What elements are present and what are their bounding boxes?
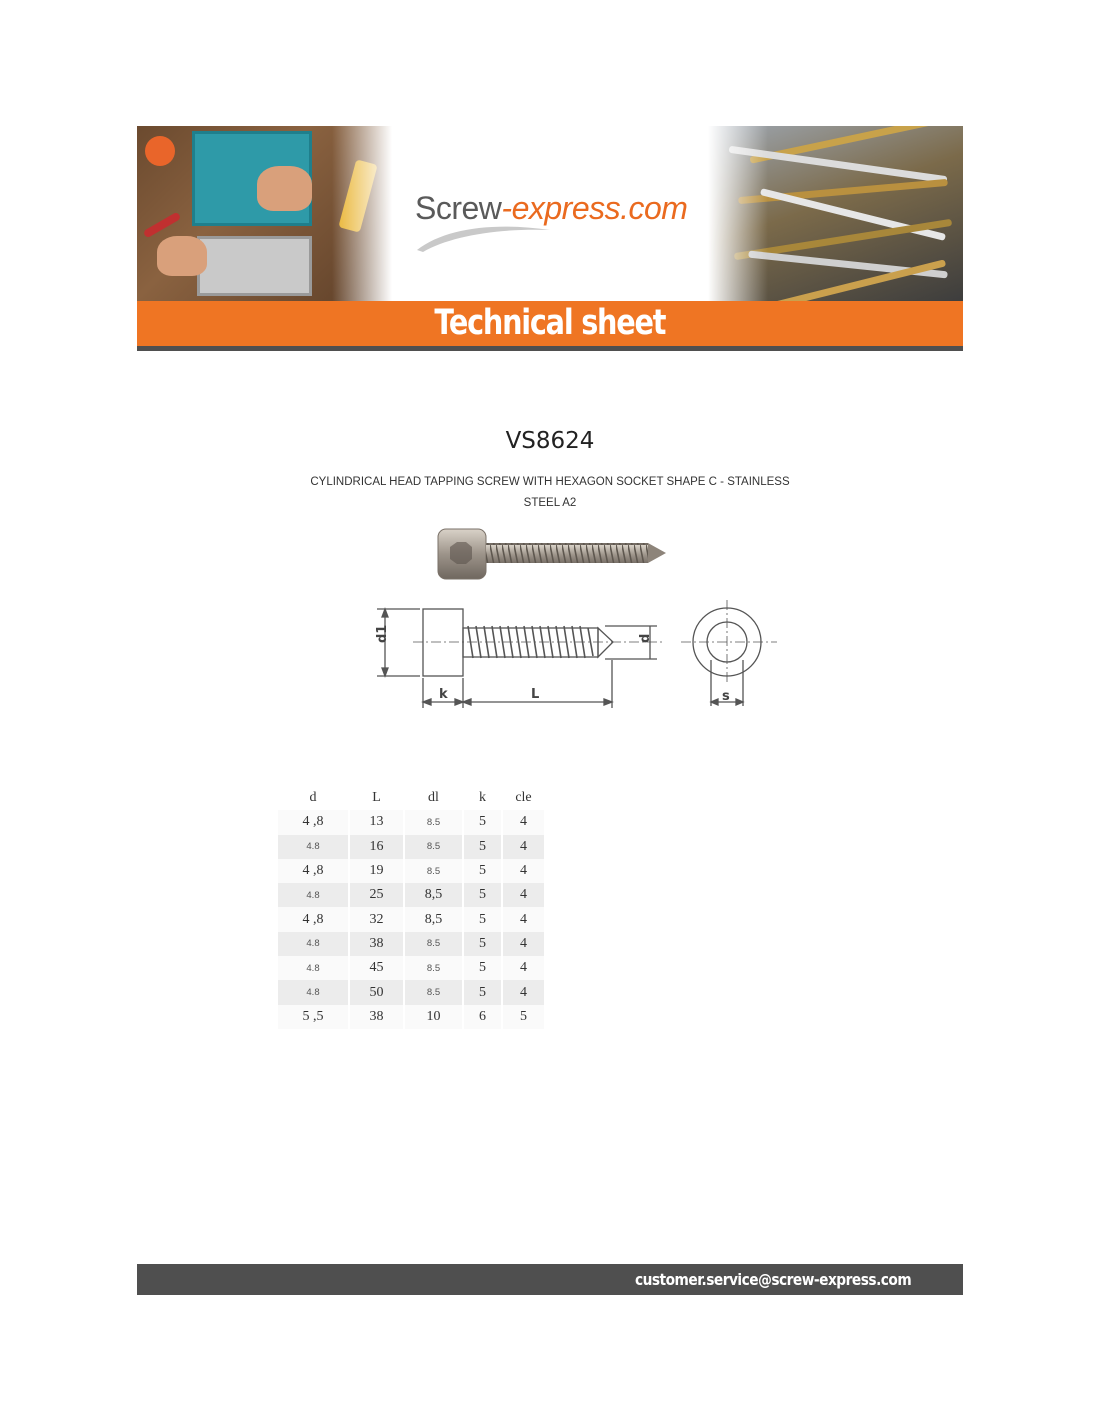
table-row bbox=[278, 883, 545, 907]
cell-k: 5 bbox=[463, 835, 502, 859]
cell-dl: 8.5 bbox=[404, 980, 463, 1004]
cell-L: 45 bbox=[349, 956, 404, 980]
logo-brand: Screw bbox=[415, 190, 502, 226]
banner-divider bbox=[137, 346, 963, 351]
cell-dl: 8.5 bbox=[404, 956, 463, 980]
label-d: d bbox=[638, 633, 653, 643]
cell-dl: 8.5 bbox=[404, 859, 463, 883]
column-header-dl: dl bbox=[404, 786, 463, 810]
cell-d: 4 ,8 bbox=[278, 810, 349, 834]
cell-cle: 4 bbox=[502, 932, 545, 956]
cell-d: 4.8 bbox=[278, 956, 349, 980]
cell-dl: 8.5 bbox=[404, 835, 463, 859]
cell-d: 5 ,5 bbox=[278, 1005, 349, 1029]
drill-icon bbox=[338, 159, 377, 232]
cell-cle: 4 bbox=[502, 956, 545, 980]
table-header-row bbox=[278, 786, 545, 810]
contact-email-link[interactable]: customer.service@screw-express.com bbox=[634, 1270, 911, 1289]
cell-L: 38 bbox=[349, 932, 404, 956]
footer-bar bbox=[137, 1264, 963, 1295]
cell-d: 4 ,8 bbox=[278, 859, 349, 883]
screwdriver-icon bbox=[143, 212, 182, 239]
screw-photo bbox=[430, 525, 670, 585]
product-description: CYLINDRICAL HEAD TAPPING SCREW WITH HEXAGON SOCKET SHAPE C - STAINLESS STEEL A2 bbox=[310, 476, 790, 509]
cell-dl: 8,5 bbox=[404, 883, 463, 907]
hand-shape bbox=[257, 166, 312, 211]
screw-shape bbox=[748, 251, 948, 279]
logo-domain: -express.com bbox=[501, 190, 688, 226]
column-header-d: d bbox=[278, 786, 349, 810]
column-header-cle: cle bbox=[502, 786, 545, 810]
cell-cle: 4 bbox=[502, 980, 545, 1004]
cell-cle: 5 bbox=[502, 1005, 545, 1029]
column-header-L: L bbox=[349, 786, 404, 810]
cell-L: 32 bbox=[349, 907, 404, 931]
cell-cle: 4 bbox=[502, 810, 545, 834]
hand-shape bbox=[157, 236, 207, 276]
cell-d: 4.8 bbox=[278, 980, 349, 1004]
table-row bbox=[278, 835, 545, 859]
cell-cle: 4 bbox=[502, 835, 545, 859]
cell-cle: 4 bbox=[502, 907, 545, 931]
tools-photo bbox=[137, 126, 392, 301]
cell-dl: 10 bbox=[404, 1005, 463, 1029]
cell-k: 5 bbox=[463, 859, 502, 883]
table-row bbox=[278, 1005, 545, 1029]
cell-k: 6 bbox=[463, 1005, 502, 1029]
cell-k: 5 bbox=[463, 956, 502, 980]
cell-k: 5 bbox=[463, 932, 502, 956]
cell-k: 5 bbox=[463, 980, 502, 1004]
cell-L: 25 bbox=[349, 883, 404, 907]
cell-k: 5 bbox=[463, 883, 502, 907]
screw-express-logo[interactable] bbox=[415, 188, 705, 258]
logo-swoosh-icon bbox=[415, 218, 555, 254]
cell-L: 13 bbox=[349, 810, 404, 834]
dimension-table bbox=[278, 786, 546, 1029]
table-row bbox=[278, 980, 545, 1004]
screw-diagram bbox=[365, 598, 785, 713]
table-row bbox=[278, 907, 545, 931]
cell-cle: 4 bbox=[502, 859, 545, 883]
column-header-k: k bbox=[463, 786, 502, 810]
label-s: s bbox=[722, 689, 730, 704]
label-L: L bbox=[531, 687, 540, 702]
cell-d: 4.8 bbox=[278, 932, 349, 956]
page-title: Technical sheet bbox=[434, 303, 666, 343]
screws-photo bbox=[708, 126, 963, 301]
table-row bbox=[278, 956, 545, 980]
screw-tray bbox=[197, 236, 312, 296]
table-row bbox=[278, 810, 545, 834]
label-d1: d1 bbox=[375, 624, 390, 643]
label-k: k bbox=[439, 687, 448, 702]
header-banner bbox=[137, 126, 963, 351]
cell-L: 50 bbox=[349, 980, 404, 1004]
cell-dl: 8,5 bbox=[404, 907, 463, 931]
title-band bbox=[137, 301, 963, 346]
tape-measure-icon bbox=[145, 136, 175, 166]
cell-k: 5 bbox=[463, 907, 502, 931]
banner-photos bbox=[137, 126, 963, 301]
cell-d: 4 ,8 bbox=[278, 907, 349, 931]
screw-shape bbox=[729, 146, 948, 184]
cell-L: 19 bbox=[349, 859, 404, 883]
cell-cle: 4 bbox=[502, 883, 545, 907]
table-row bbox=[278, 859, 545, 883]
cell-dl: 8.5 bbox=[404, 932, 463, 956]
product-code: VS8624 bbox=[505, 428, 595, 454]
cell-L: 16 bbox=[349, 835, 404, 859]
screw-shape bbox=[734, 219, 952, 260]
cell-dl: 8.5 bbox=[404, 810, 463, 834]
cell-L: 38 bbox=[349, 1005, 404, 1029]
cell-d: 4.8 bbox=[278, 883, 349, 907]
cell-d: 4.8 bbox=[278, 835, 349, 859]
cell-k: 5 bbox=[463, 810, 502, 834]
table-row bbox=[278, 932, 545, 956]
screw-shape bbox=[760, 188, 946, 241]
